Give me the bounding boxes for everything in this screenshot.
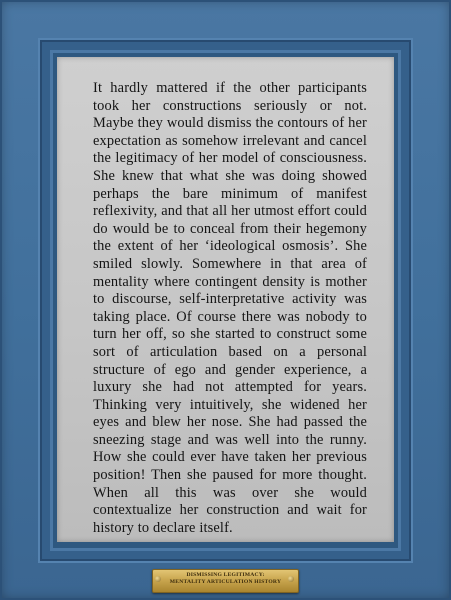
plaque-subtitle-line: MENTALITY ARTICULATION HISTORY bbox=[169, 579, 282, 585]
artwork-body-text: It hardly mattered if the other participants took her constructions seriously or not. Maybe they would dismiss the contours of her expectation as somehow irrelevant and cancel the legitimacy of her model of consciousness. She knew that what she was doing showed perhaps the bare minimum of manifest reflexivity, and that all her utmost effort could do would be to conceal from their hegemony the extent of her ‘ideological osmosis’. She smiled slowly. Somewhere in that area of mentality where contingent density is mother to discourse, self-interpretative activity was taking place. Of course there was nobody to turn her off, so she started to construct some sort of articulation based on a personal structure of ego and gender experience, a luxury she had not attempted for years. Thinking very intuitively, she widened her eyes and blew her nose. She had passed the sneezing stage and was well into the runny. How she could ever have taken her previous position! Then she paused for more thought. When all this was over she would contextualize her construction and wait for history to declare itself. bbox=[93, 80, 367, 536]
title-plaque bbox=[152, 569, 299, 593]
plaque-title-line: DISMISSING LEGITIMACY: bbox=[186, 572, 265, 578]
plaque-screw-left-icon bbox=[155, 576, 161, 582]
plaque-screw-right-icon bbox=[288, 576, 294, 582]
